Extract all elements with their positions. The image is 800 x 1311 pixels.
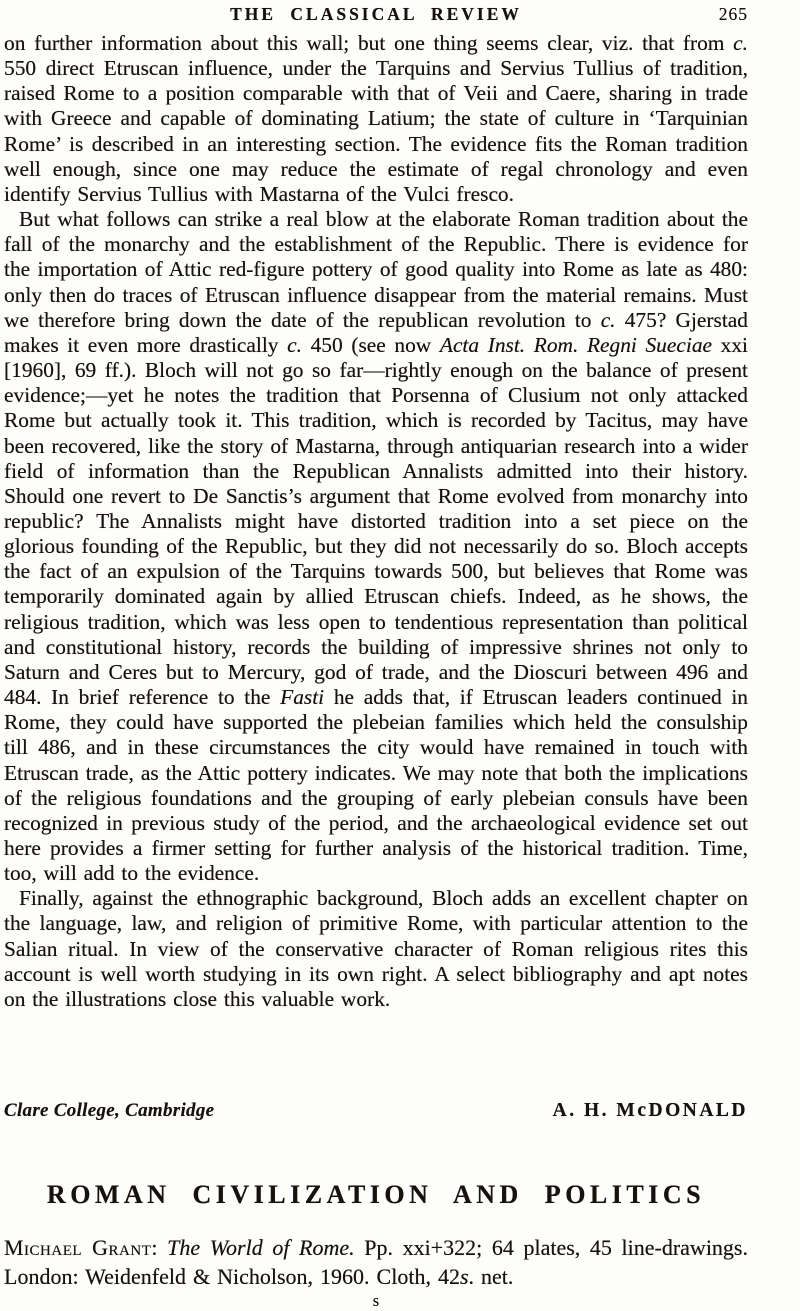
review-paragraph xyxy=(4,207,748,886)
text-segment-italic: Acta Inst. Rom. Regni Sueciae xyxy=(439,332,713,357)
page-number: 265 xyxy=(718,4,748,24)
text-segment: Finally, against the ethnographic background, Bloch adds an excellent chapter on the language, law, and religion of primitive Rome, with particular attention to the Salian ritual. In view of the conservative character of Roman religious rites this account is well worth studying in its own right. A select bibliography and apt notes on the illustrations close this valuable work. xyxy=(4,886,748,1011)
text-segment-italic: c. xyxy=(287,332,302,357)
article-heading: ROMAN CIVILIZATION AND POLITICS xyxy=(46,1180,706,1209)
text-segment: Pp. xxi+322; 64 plates, 45 line-drawings. London: Weidenfeld & Nicholson, 1960. Cloth, 42 xyxy=(4,1235,748,1289)
review-body xyxy=(4,31,748,1012)
book-citation xyxy=(4,1233,748,1291)
text-segment: he adds that, if Etruscan leaders continued in Rome, they could have supported the plebeian families which held the consulship till 486, and in these circumstances the city would have remained in touch with Etruscan trade, as the Attic pottery indicates. We may note that both the implications of the religious foundations and the grouping of early plebeian consuls have been recognized in previous study of the period, and the archaeological evidence set out here provides a firmer setting for further analysis of the historical tradition. Time, too, will add to the evidence. xyxy=(4,685,748,886)
text-segment: 550 direct Etruscan influence, under the Tarquins and Servius Tullius of tradition, raised Rome to a position comparable with that of Veii and Caere, sharing in trade with Greece and capable of dominating Latium; the state of culture in ‘Tarquinian Rome’ is described in an interesting section. The evidence fits the Roman tradition well enough, since one may reduce the estimate of regal chronology and even identify Servius Tullius with Mastarna of the Vulci fresco. xyxy=(4,56,748,206)
reviewer-affiliation: Clare College, Cambridge xyxy=(4,1100,215,1121)
review-signoff xyxy=(4,1100,748,1122)
author-name: Michael Grant xyxy=(4,1235,152,1260)
text-segment: 475? Gjerstad makes it even more drastically xyxy=(4,307,748,357)
text-segment-italic: c. xyxy=(600,307,616,332)
book-title: The World of Rome. xyxy=(167,1235,355,1260)
text-segment-italic: c. xyxy=(733,31,748,55)
printers-signature-mark: s xyxy=(372,1291,380,1310)
text-segment: . net. xyxy=(468,1264,514,1289)
text-segment: 450 (see now xyxy=(301,332,440,357)
text-segment: on further information about this wall; but one thing seems clear, viz. that from xyxy=(4,31,734,55)
running-head xyxy=(4,4,748,28)
review-paragraph xyxy=(4,886,748,1012)
journal-title: THE CLASSICAL REVIEW xyxy=(230,4,522,24)
text-segment: But what follows can strike a real blow at the elaborate Roman tradition about the fall of the monarchy and the establishment of the Republic. There is evidence for the importation of Attic red-figure pottery of good quality into Rome as late as 480: only then do traces of Etruscan influence disappear from the material remains. Must we therefore bring down the date of the republican revolution to xyxy=(4,207,748,332)
text-segment-italic: s xyxy=(459,1264,469,1289)
reviewer-name: A. H. McDONALD xyxy=(552,1100,748,1121)
text-segment: : xyxy=(151,1235,168,1260)
text-segment: xxi [1960], 69 ff.). Bloch will not go so far—rightly enough on the balance of present evidence;—yet he notes the tradition that Porsenna of Clusium not only attacked Rome but actually took it. This tradition, which is recorded by Tacitus, may have been recovered, like the story of Mastarna, through antiquarian research into a wider field of information than the Republican Annalists admitted into their history. Should one revert to De Sanctis’s argument that Rome evolved from monarchy into republic? The Annalists might have distorted tradition into a set piece on the glorious founding of the Republic, but they did not necessarily do so. Bloch accepts the fact of an expulsion of the Tarquins towards 500, but believes that Rome was temporarily dominated again by allied Etruscan chiefs. Indeed, as he shows, the religious tradition, which was less open to tendentious representation than political and constitutional history, records the building of impressive shrines not only to Saturn and Ceres but to Mercury, god of trade, and the Dioscuri between 496 and 484. In brief reference to the xyxy=(4,332,748,710)
review-paragraph xyxy=(4,31,748,207)
text-segment-italic: Fasti xyxy=(280,685,325,710)
